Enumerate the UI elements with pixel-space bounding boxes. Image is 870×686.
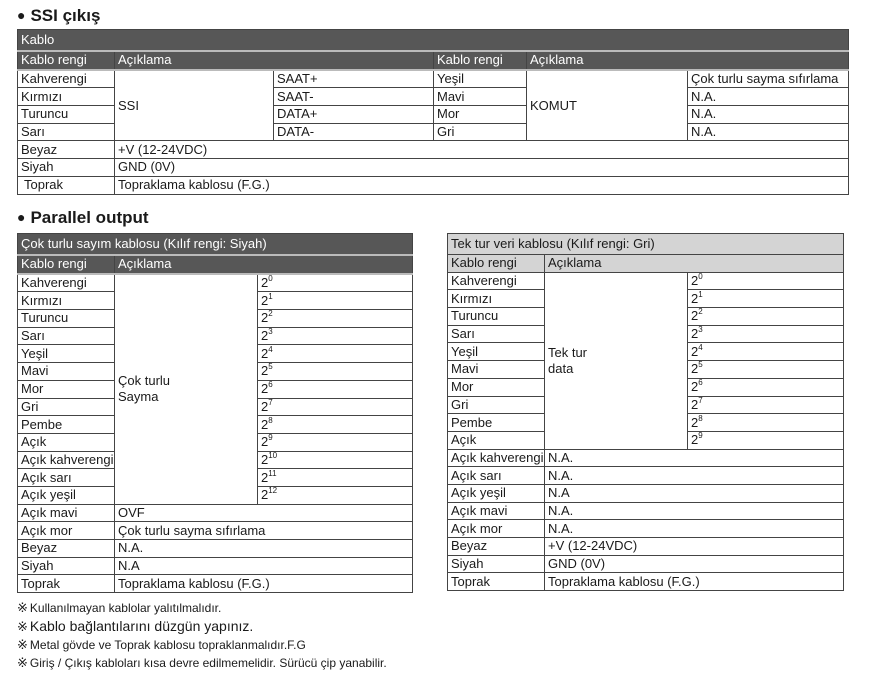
bit-weight <box>688 378 844 396</box>
bit-base: 2 <box>261 398 269 414</box>
note-text: Kullanılmayan kablolar yalıtılmalıdır. <box>29 601 222 615</box>
bit-exponent: 9 <box>698 431 703 441</box>
bit-exponent: 3 <box>268 327 273 337</box>
table-row <box>18 176 849 194</box>
description: Topraklama kablosu (F.G.) <box>115 575 413 593</box>
bit-base: 2 <box>261 328 269 344</box>
bit-exponent: 10 <box>268 451 278 460</box>
cable-color: Sarı <box>18 123 115 141</box>
cable-color: Açık yeşil <box>18 486 115 504</box>
note-text: Kablo bağlantılarını düzgün yapınız. <box>29 618 254 634</box>
description: Topraklama kablosu (F.G.) <box>115 176 849 194</box>
bit-exponent: 0 <box>268 274 273 284</box>
bit-weight <box>258 451 413 469</box>
description: Topraklama kablosu (F.G.) <box>545 573 844 591</box>
bit-weight <box>688 396 844 414</box>
parallel-heading-text: Parallel output <box>30 208 149 227</box>
bit-weight <box>258 398 413 416</box>
group-label <box>545 272 688 449</box>
cable-color: Açık mor <box>18 522 115 540</box>
bit-base: 2 <box>261 487 269 503</box>
bit-weight <box>688 290 844 308</box>
description: +V (12-24VDC) <box>545 538 844 556</box>
bit-exponent: 4 <box>268 344 273 354</box>
description: Çok turlu sayma sıfırlama <box>115 522 413 540</box>
cable-color: Beyaz <box>18 141 115 159</box>
ssi-wiring-table <box>17 29 849 195</box>
bit-weight <box>258 327 413 345</box>
cable-color: Pembe <box>448 414 545 432</box>
description: GND (0V) <box>115 159 849 177</box>
bit-base: 2 <box>261 345 269 361</box>
column-header: Kablo rengi <box>18 255 115 274</box>
cable-color: Kırmızı <box>18 292 115 310</box>
column-header: Açıklama <box>115 255 413 274</box>
cable-color: Beyaz <box>18 540 115 558</box>
table-row <box>18 504 413 522</box>
bit-base: 2 <box>261 310 269 326</box>
cable-color: Toprak <box>448 573 545 591</box>
cable-color: Sarı <box>448 325 545 343</box>
bit-base: 2 <box>691 432 699 448</box>
bit-weight <box>258 345 413 363</box>
table-row <box>448 449 844 467</box>
cable-color: Gri <box>448 396 545 414</box>
group-label: KOMUT <box>527 70 688 141</box>
table-row <box>448 573 844 591</box>
group-label-line: Çok turlu <box>118 373 171 389</box>
bit-base: 2 <box>691 308 699 324</box>
table-row <box>448 538 844 556</box>
bullet-icon: ● <box>17 7 26 23</box>
description: +V (12-24VDC) <box>115 141 849 159</box>
cable-color: Gri <box>18 398 115 416</box>
cable-color: Açık yeşil <box>448 484 545 502</box>
group-label-line: Sayma <box>118 389 159 405</box>
group-label-line: data <box>548 360 574 376</box>
bit-exponent: 11 <box>268 468 277 478</box>
bit-base: 2 <box>261 275 269 291</box>
cable-color: Açık <box>448 431 545 449</box>
table-row <box>448 555 844 573</box>
column-header: Açıklama <box>115 51 434 70</box>
table-row <box>448 272 844 290</box>
bit-weight <box>258 433 413 451</box>
description: N.A. <box>688 106 849 124</box>
column-header: Açıklama <box>527 51 849 70</box>
bit-exponent: 5 <box>698 360 703 370</box>
cable-color: Kırmızı <box>448 290 545 308</box>
ssi-heading <box>17 5 100 26</box>
bit-exponent: 1 <box>698 289 703 299</box>
cable-color: Mor <box>448 378 545 396</box>
bit-weight <box>688 325 844 343</box>
bit-base: 2 <box>261 292 269 308</box>
cable-color: Toprak <box>18 176 115 194</box>
cable-color: Açık kahverengi <box>18 451 115 469</box>
reference-mark-icon: ※ <box>17 655 28 670</box>
bit-exponent: 4 <box>698 342 703 352</box>
cable-color: Turuncu <box>18 106 115 124</box>
table-row <box>18 522 413 540</box>
column-header: Açıklama <box>545 255 844 273</box>
multi-turn-cable-table <box>17 233 413 593</box>
bit-base: 2 <box>261 434 269 450</box>
cable-color: Kahverengi <box>18 70 115 88</box>
cable-color: Siyah <box>448 555 545 573</box>
table-row <box>448 484 844 502</box>
bit-weight <box>258 469 413 487</box>
description: N.A. <box>545 502 844 520</box>
cable-color: Mavi <box>18 363 115 381</box>
cable-color: Turuncu <box>18 310 115 328</box>
column-header: Kablo rengi <box>448 255 545 273</box>
cable-color: Açık <box>18 433 115 451</box>
cable-color: Siyah <box>18 557 115 575</box>
bit-weight <box>258 486 413 504</box>
description: Çok turlu sayma sıfırlama <box>688 70 849 88</box>
bit-exponent: 8 <box>268 415 273 425</box>
table-row <box>18 557 413 575</box>
cable-color: Yeşil <box>448 343 545 361</box>
ssi-heading-text: SSI çıkış <box>30 6 101 25</box>
bit-base: 2 <box>691 326 699 342</box>
table-row <box>448 467 844 485</box>
bit-weight <box>258 416 413 434</box>
bit-weight <box>258 363 413 381</box>
bit-exponent: 8 <box>698 413 703 423</box>
cable-color: Açık sarı <box>448 467 545 485</box>
cable-color: Açık kahverengi <box>448 449 545 467</box>
table-row <box>18 141 849 159</box>
bit-weight <box>688 414 844 432</box>
bit-base: 2 <box>691 361 699 377</box>
cable-color: Yeşil <box>18 345 115 363</box>
cable-color: Gri <box>434 123 527 141</box>
bit-weight <box>688 308 844 326</box>
bullet-icon: ● <box>17 209 26 225</box>
bit-exponent: 1 <box>268 291 273 301</box>
group-label: SSI <box>115 70 274 141</box>
description: N.A. <box>688 123 849 141</box>
bit-base: 2 <box>261 451 269 467</box>
description: GND (0V) <box>545 555 844 573</box>
description: N.A. <box>545 520 844 538</box>
reference-mark-icon: ※ <box>17 637 28 652</box>
cable-color: Siyah <box>18 159 115 177</box>
bit-base: 2 <box>261 469 269 485</box>
description: OVF <box>115 504 413 522</box>
cable-color: Açık mavi <box>18 504 115 522</box>
cable-color: Mavi <box>434 88 527 106</box>
cable-color: Kırmızı <box>18 88 115 106</box>
cable-color: Mor <box>434 106 527 124</box>
table-row <box>448 520 844 538</box>
cable-color: Sarı <box>18 327 115 345</box>
bit-exponent: 6 <box>268 380 273 390</box>
signal: SAAT+ <box>274 70 434 88</box>
description: N.A. <box>545 449 844 467</box>
cable-color: Açık mor <box>448 520 545 538</box>
single-turn-cable-table <box>447 233 844 591</box>
cable-color: Toprak <box>18 575 115 593</box>
note-text: Metal gövde ve Toprak kablosu topraklanmalıdır.F.G <box>29 638 306 652</box>
bit-weight <box>688 272 844 290</box>
description: N.A. <box>688 88 849 106</box>
column-header: Kablo rengi <box>18 51 115 70</box>
bit-exponent: 9 <box>268 433 273 443</box>
note-text: Giriş / Çıkış kabloları kısa devre edilmemelidir. Sürücü çip yanabilir. <box>29 656 387 670</box>
bit-base: 2 <box>261 363 269 379</box>
bit-base: 2 <box>691 273 699 289</box>
bit-base: 2 <box>691 343 699 359</box>
notes <box>17 599 387 672</box>
cable-color: Mor <box>18 380 115 398</box>
table-row <box>448 502 844 520</box>
bit-exponent: 6 <box>698 378 703 388</box>
bit-exponent: 3 <box>698 325 703 335</box>
reference-mark-icon: ※ <box>17 619 28 634</box>
table-title: Kablo <box>18 30 849 52</box>
bit-base: 2 <box>261 416 269 432</box>
bit-exponent: 2 <box>698 307 703 317</box>
description: N.A. <box>115 540 413 558</box>
signal: DATA- <box>274 123 434 141</box>
bit-base: 2 <box>691 414 699 430</box>
note-item <box>17 636 387 654</box>
cable-color: Kahverengi <box>448 272 545 290</box>
bit-weight <box>258 274 413 292</box>
description: N.A <box>545 484 844 502</box>
cable-color: Yeşil <box>434 70 527 88</box>
note-item <box>17 617 387 636</box>
cable-color: Açık mavi <box>448 502 545 520</box>
note-item <box>17 654 387 672</box>
bit-weight <box>258 292 413 310</box>
bit-exponent: 2 <box>268 309 273 319</box>
cable-color: Beyaz <box>448 538 545 556</box>
bit-weight <box>258 310 413 328</box>
cable-color: Mavi <box>448 361 545 379</box>
bit-weight <box>688 343 844 361</box>
cable-color: Pembe <box>18 416 115 434</box>
bit-exponent: 7 <box>698 396 703 405</box>
description: N.A <box>115 557 413 575</box>
parallel-heading <box>17 207 149 228</box>
table-title: Çok turlu sayım kablosu (Kılıf rengi: Siyah) <box>18 234 413 256</box>
bit-base: 2 <box>261 381 269 397</box>
table-row <box>18 575 413 593</box>
bit-weight <box>688 431 844 449</box>
bit-base: 2 <box>691 290 699 306</box>
group-label <box>115 274 258 504</box>
signal: DATA+ <box>274 106 434 124</box>
table-title: Tek tur veri kablosu (Kılıf rengi: Gri) <box>448 234 844 255</box>
table-row <box>18 70 849 88</box>
table-row <box>18 540 413 558</box>
cable-color: Turuncu <box>448 308 545 326</box>
bit-weight <box>258 380 413 398</box>
table-row <box>18 159 849 177</box>
reference-mark-icon: ※ <box>17 600 28 615</box>
bit-base: 2 <box>691 396 699 412</box>
bit-exponent: 0 <box>698 272 703 282</box>
signal: SAAT- <box>274 88 434 106</box>
bit-exponent: 12 <box>268 486 278 496</box>
group-label-line: Tek tur <box>548 344 588 360</box>
bit-base: 2 <box>691 379 699 395</box>
note-item <box>17 599 387 617</box>
table-row <box>18 274 413 292</box>
bit-exponent: 7 <box>268 398 273 407</box>
description: N.A. <box>545 467 844 485</box>
cable-color: Açık sarı <box>18 469 115 487</box>
bit-exponent: 5 <box>268 362 273 372</box>
bit-weight <box>688 361 844 379</box>
column-header: Kablo rengi <box>434 51 527 70</box>
cable-color: Kahverengi <box>18 274 115 292</box>
